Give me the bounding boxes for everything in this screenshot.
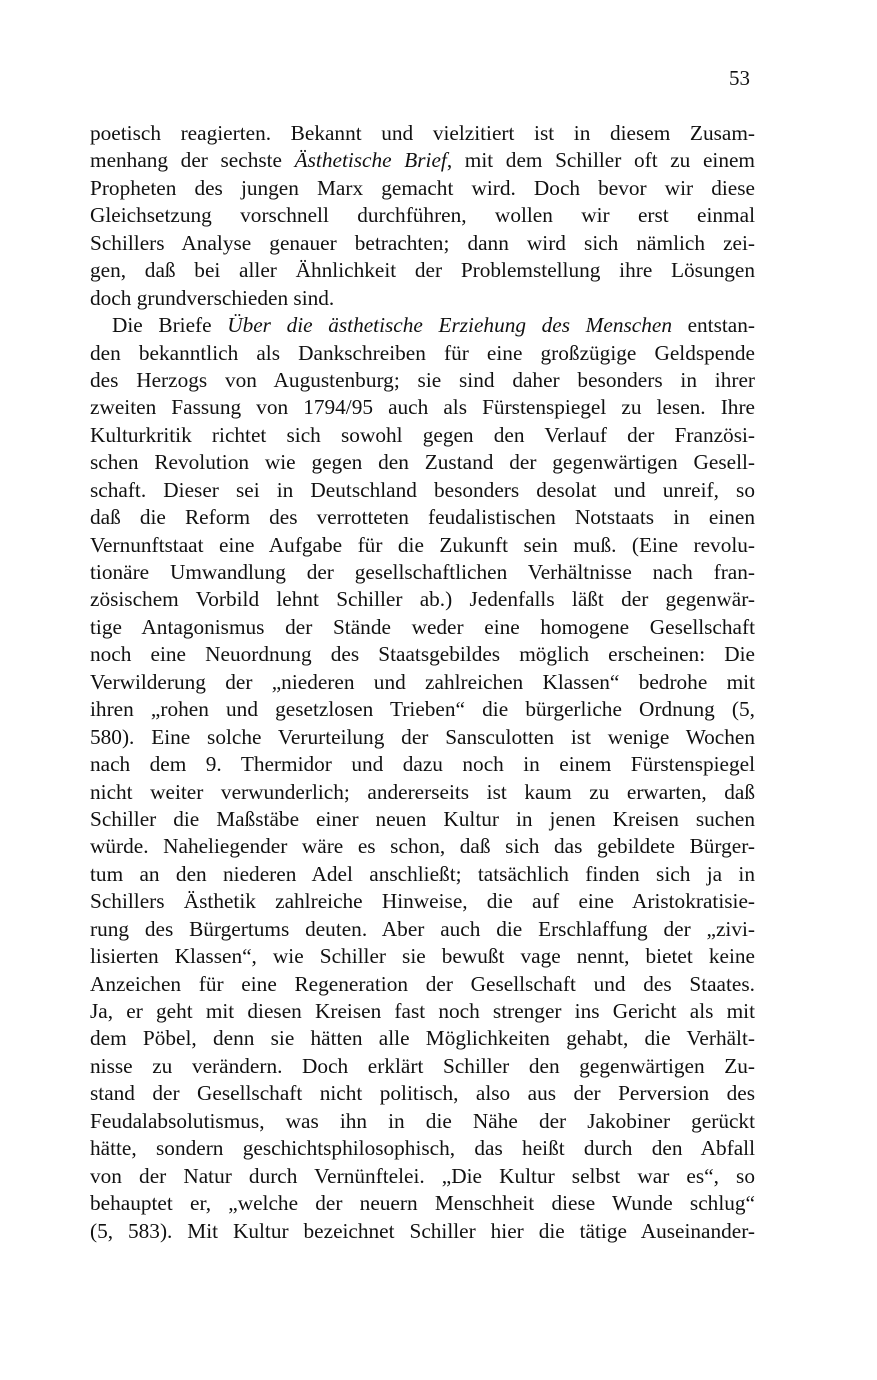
text-line: Propheten des jungen Marx gemacht wird. Doch bevor wir diese <box>90 175 755 200</box>
text-line: von der Natur durch Vernünftelei. „Die Kultur selbst war es“, so <box>90 1163 755 1188</box>
italic-title: Über die ästhetische Erziehung des Menschen <box>227 313 672 338</box>
text-line: tige Antagonismus der Stände weder eine homogene Gesellschaft <box>90 614 755 639</box>
text-line: Verwilderung der „niederen und zahlreichen Klassen“ bedrohe mit <box>90 669 755 694</box>
text-line: Die Briefe Über die ästhetische Erziehung des Menschen entstan- <box>112 313 755 338</box>
text-line: des Herzogs von Augustenburg; sie sind daher besonders in ihrer <box>90 367 755 392</box>
text-line: daß die Reform des verrotteten feudalistischen Notstaats in einen <box>90 505 755 530</box>
text-line: nisse zu verändern. Doch erklärt Schiller den gegenwärtigen Zu- <box>90 1053 755 1078</box>
text-line: poetisch reagierten. Bekannt und vielzitiert ist in diesem Zusam- <box>90 121 755 145</box>
text-line: schen Revolution wie gegen den Zustand der gegenwärtigen Gesell- <box>90 450 755 475</box>
text-line: gen, daß bei aller Ähnlichkeit der Problemstellung ihre Lösungen <box>90 258 755 283</box>
text-line: Gleichsetzung vorschnell durchführen, wollen wir erst einmal <box>90 203 755 228</box>
text-line: zösischem Vorbild lehnt Schiller ab.) Jedenfalls läßt der gegenwär- <box>90 587 755 612</box>
text-line: Schillers Ästhetik zahlreiche Hinweise, die auf eine Aristokratisie- <box>90 889 755 914</box>
text-line: tum an den niederen Adel anschließt; tatsächlich finden sich ja in <box>90 861 755 886</box>
body-text <box>90 120 755 1245</box>
text-line: schaft. Dieser sei in Deutschland besonders desolat und unreif, so <box>90 477 755 502</box>
text-line: Vernunftstaat eine Aufgabe für die Zukunft sein muß. (Eine revolu- <box>90 532 755 557</box>
text-line: nach dem 9. Thermidor und dazu noch in einem Fürstenspiegel <box>90 752 755 777</box>
text-line: Kulturkritik richtet sich sowohl gegen den Verlauf der Französi- <box>90 422 755 447</box>
text-line: zweiten Fassung von 1794/95 auch als Fürstenspiegel zu lesen. Ihre <box>90 395 755 420</box>
text-line: tionäre Umwandlung der gesellschaftlichen Verhältnisse nach fran- <box>90 560 755 584</box>
text-line: Schillers Analyse genauer betrachten; dann wird sich nämlich zei- <box>90 230 755 255</box>
text-line: rung des Bürgertums deuten. Aber auch die Erschlaffung der „zivi- <box>90 916 755 941</box>
text-line: stand der Gesellschaft nicht politisch, also aus der Perversion des <box>90 1081 755 1106</box>
text-line: menhang der sechste Ästhetische Brief, mit dem Schiller oft zu einem <box>90 148 755 173</box>
text-line: lisierten Klassen“, wie Schiller sie bewußt vage nennt, bietet keine <box>90 944 755 969</box>
text-line: würde. Naheliegender wäre es schon, daß sich das gebildete Bürger- <box>90 834 755 859</box>
text-line: Anzeichen für eine Regeneration der Gesellschaft und des Staates. <box>90 971 755 996</box>
text-line: hätte, sondern geschichtsphilosophisch, das heißt durch den Abfall <box>90 1136 755 1161</box>
text-line: dem Pöbel, denn sie hätten alle Möglichkeiten gehabt, die Verhält- <box>90 1026 755 1051</box>
text-line: den bekanntlich als Dankschreiben für eine großzügige Geldspende <box>90 340 755 365</box>
italic-title: Ästhetische Brief <box>294 148 447 173</box>
text-line: Feudalabsolutismus, was ihn in die Nähe der Jakobiner gerückt <box>90 1108 755 1133</box>
text-line: Ja, er geht mit diesen Kreisen fast noch strenger ins Gericht als mit <box>90 999 755 1023</box>
text-line: doch grundverschieden sind. <box>90 285 335 310</box>
text-line: behauptet er, „welche der neuern Menschheit diese Wunde schlug“ <box>90 1191 755 1216</box>
page-number: 53 <box>729 66 750 90</box>
text-line: (5, 583). Mit Kultur bezeichnet Schiller hier die tätige Auseinander- <box>90 1218 755 1243</box>
text-line: 580). Eine solche Verurteilung der Sansculotten ist wenige Wochen <box>90 724 755 749</box>
text-line: Schiller die Maßstäbe einer neuen Kultur in jenen Kreisen suchen <box>90 806 755 831</box>
text-line: noch eine Neuordnung des Staatsgebildes möglich erscheinen: Die <box>90 642 755 667</box>
text-line: ihren „rohen und gesetzlosen Trieben“ die bürgerliche Ordnung (5, <box>90 697 755 722</box>
text-line: nicht weiter verwunderlich; andererseits ist kaum zu erwarten, daß <box>90 779 755 804</box>
